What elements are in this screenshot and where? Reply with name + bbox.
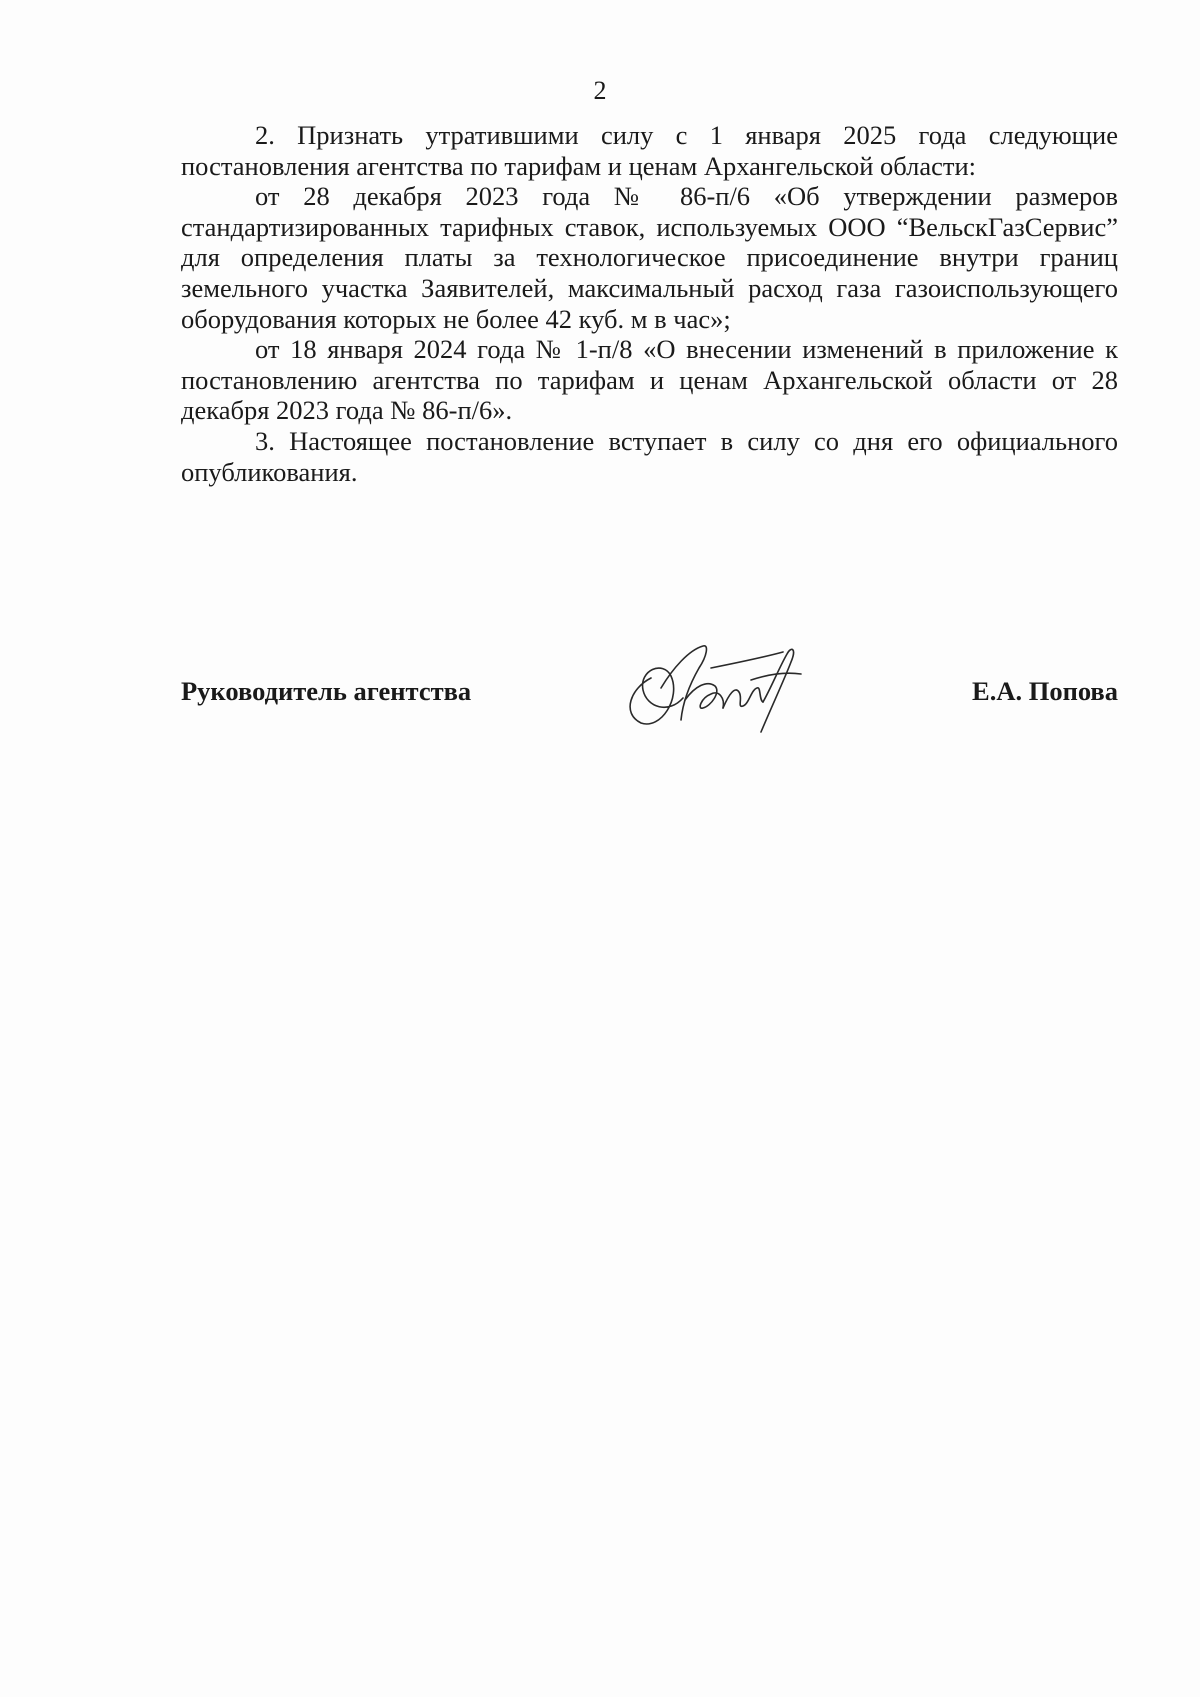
paragraph-item-2: 2. Признать утратившими силу с 1 января 2025 года следующие постановления агентства по тарифам и ценам Архангельской области: bbox=[181, 120, 1118, 181]
paragraph-repealed-act-2: от 18 января 2024 года № 1-п/8 «О внесении изменений в приложение к постановлению агентства по тарифам и ценам Архангельской области от 28 декабря 2023 года № 86-п/6». bbox=[181, 334, 1118, 426]
signature-block bbox=[181, 660, 1118, 720]
signatory-name: Е.А. Попова bbox=[972, 676, 1118, 706]
page-number: 2 bbox=[593, 76, 607, 105]
signatory-position: Руководитель агентства bbox=[181, 676, 472, 706]
handwritten-signature bbox=[611, 628, 811, 738]
paragraph-item-3: 3. Настоящее постановление вступает в силу со дня его официального опубликования. bbox=[181, 425, 1118, 487]
document-body bbox=[181, 120, 1118, 487]
paragraph-repealed-act-1: от 28 декабря 2023 года № 86-п/6 «Об утверждении размеров стандартизированных тарифных ставок, используемых ООО “ВельскГазСервис” для определения платы за технологическое присоединение внутри границ земельного участка Заявителей, максимальный расход газа газоиспользующего оборудования которых не более 42 куб. м в час»; bbox=[181, 181, 1118, 334]
